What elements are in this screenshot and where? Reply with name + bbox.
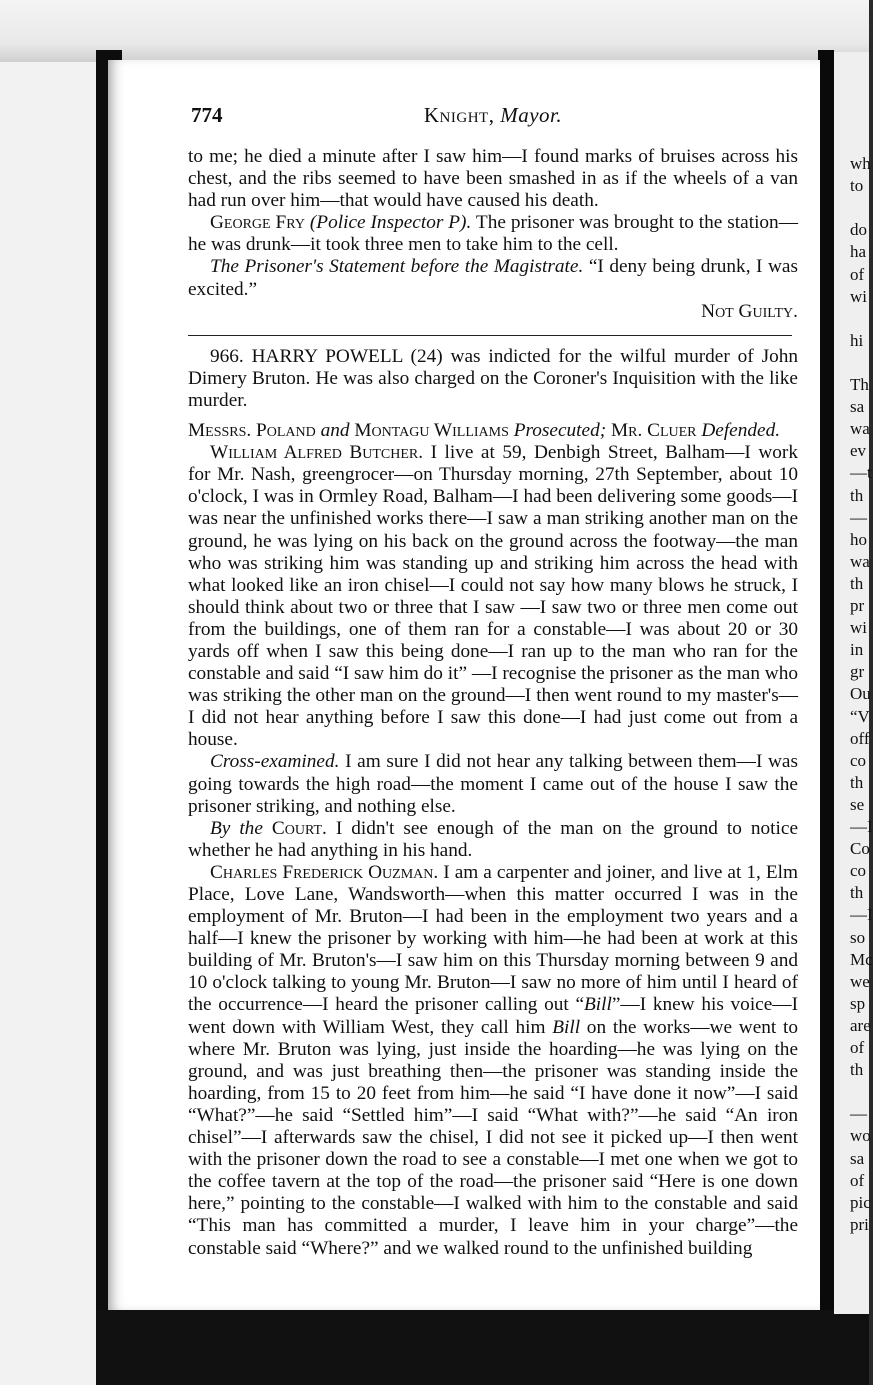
facing-page-fragment: th <box>850 883 864 903</box>
running-head: Knight, Mayor. <box>423 103 563 127</box>
witness-role: (Police Inspector P). <box>309 212 472 234</box>
scan-bottom-band <box>96 1310 869 1385</box>
facing-page-fragment: — <box>850 1104 867 1124</box>
verdict-line <box>188 301 798 323</box>
facing-page-fragment: —t <box>850 463 872 483</box>
testimony-text: ”—I knew his voice—I went down with William West, they call him <box>188 994 798 1038</box>
facing-page-fragment: wa <box>850 419 870 439</box>
facing-page-fragment: co <box>850 750 867 770</box>
facing-page-fragment: do <box>850 220 867 240</box>
prisoner-statement <box>188 256 798 300</box>
facing-page-fragment: Ou <box>850 684 871 704</box>
facing-page-fragment: to <box>850 176 864 196</box>
page-text-column <box>188 100 798 1260</box>
facing-page-fragment: so <box>850 927 866 947</box>
nickname: Bill <box>552 1016 581 1038</box>
facing-page-fragment: pr <box>850 596 865 615</box>
facing-page-fragment: th <box>850 485 864 505</box>
nickname: Bill <box>584 994 612 1016</box>
facing-page-fragment: Mc <box>850 949 873 969</box>
witness-ouzman-paragraph <box>188 862 798 1260</box>
continuation-paragraph: to me; he died a minute after I saw him—I found marks of bruises across his chest, and the ribs seemed to have been smashed in as if the wheels of a van had run over him—that would have caused his death. <box>188 146 798 212</box>
court-question-paragraph <box>188 818 798 862</box>
facing-page-fragment: ho <box>850 529 867 549</box>
facing-page-fragment: wa <box>850 551 870 571</box>
running-head-name: Knight <box>423 103 489 127</box>
witness-name: William Alfred Butcher. <box>210 442 424 464</box>
facing-page-fragment: wo <box>850 1126 871 1146</box>
court-label-by: By the <box>210 817 263 839</box>
facing-page-fragment: pic <box>850 1192 871 1212</box>
statement-label: The Prisoner's Statement before the Magistrate. <box>210 256 584 278</box>
facing-page-fragment: co <box>850 861 867 881</box>
facing-page-fragment: hi <box>850 330 864 350</box>
facing-page-fragment: th <box>850 1060 864 1080</box>
counsel-cluer: Mr. Cluer <box>606 420 697 442</box>
testimony-text: on the works—we went to where Mr. Bruton was lying, just inside the hoarding—he was lying on the ground, and was just breathing then—the prisoner was standing inside the hoarding, from 15 to 20 feet from him—he said “I have done it now”—I said “What?”—he said “Settled him”—I said “What with?”—he said “An iron chisel”—I afterwards saw the chisel, I did not see it picked up—I then went with the prisoner down the road to see a constable—I met one when we got to the coffee tavern at the top of the road—the prisoner said “Here is one down here,” pointing to the constable—I walked with him to the constable and said “This man has committed a murder, I leave him in your charge”—the constable said “Where?” and we walked round to the unfinished building <box>188 1016 798 1259</box>
facing-page-fragment: —I <box>850 905 873 925</box>
section-divider <box>188 335 792 336</box>
testimony-text: I didn't see enough of the man on the ground to notice whether he had anything in his hand. <box>188 817 799 861</box>
facing-page-fragment: gr <box>850 662 865 682</box>
facing-page-fragment: wh <box>850 154 871 173</box>
page-header <box>188 100 798 130</box>
cross-examination-paragraph <box>188 751 798 817</box>
facing-page-fragment: se <box>850 794 865 814</box>
testimony-text: I live at 59, Denbigh Street, Balham—I work for Mr. Nash, greengrocer—on Thursday morning, 27th September, about 10 o'clock, I was in Ormley Road, Balham—I had been delivering some goods—I was near the unfinished works there—I saw a man striking another man on the ground, he was lying on his back on the ground across the footway—the man who was striking him was standing up and striking him across the head with what looked like an iron chisel—I could not say how many blows he struck, I should think about two or three that I saw —I saw two or three men come out from the buildings, one of them ran for a constable—I was about 20 or 30 yards off when I saw this being done—I ran up to the man who ran for the constable and said “I saw him do it” —I recognise the prisoner as the man who was striking the other man on the ground—I then went round to my master's—I did not hear anything before I saw this done—I had just come out from a house. <box>188 442 798 751</box>
witness-butcher-paragraph <box>188 442 798 751</box>
counsel-line <box>188 420 798 442</box>
facing-page-fragment: off <box>850 728 870 748</box>
scan-top-margin <box>0 0 869 62</box>
facing-page-fragment: ev <box>850 441 867 461</box>
court-label: Court. <box>262 817 327 839</box>
verdict: Not Guilty. <box>701 300 798 322</box>
facing-page-fragment: pri <box>850 1214 869 1234</box>
witness-name: George Fry <box>210 212 305 234</box>
facing-page-fragment: ha <box>850 242 867 262</box>
running-head-title: Mayor. <box>500 103 563 127</box>
facing-page-fragment: are <box>850 1015 871 1035</box>
scan-left-margin <box>0 62 100 1385</box>
facing-page-fragment: sa <box>850 397 865 417</box>
counsel-defended: Defended. <box>696 420 781 442</box>
facing-page-fragment: —I <box>850 817 873 836</box>
facing-page-fragment: “V <box>850 706 870 726</box>
witness-fry-paragraph <box>188 212 798 256</box>
counsel-and: and <box>315 420 355 442</box>
facing-page-fragment: of <box>850 1170 865 1190</box>
cross-label: Cross-examined. <box>210 751 340 773</box>
page-number: 774 <box>191 103 223 127</box>
facing-page-fragment: th <box>850 772 864 792</box>
facing-page-fragment: Co <box>850 839 870 859</box>
facing-page-fragment: wi <box>850 286 867 306</box>
facing-page-fragment: of <box>850 264 865 284</box>
facing-page-fragment: sa <box>850 1148 865 1168</box>
case-heading: 966. HARRY POWELL (24) was indicted for the wilful murder of John Dimery Bruton. He was also charged on the Coroner's Inquisition with the like murder. <box>188 345 798 411</box>
facing-page-fragment: th <box>850 573 864 593</box>
facing-page-fragment: — <box>850 507 867 527</box>
counsel-prosecuted: Prosecuted; <box>508 420 607 442</box>
facing-page-fragment: sp <box>850 993 866 1013</box>
statement-text: “I deny being drunk, I was excited.” <box>188 256 798 300</box>
facing-page-fragment: Th <box>850 375 869 394</box>
testimony-text: The prisoner was brought to the station—he was drunk—it took three men to take him to the cell. <box>188 212 798 256</box>
book-gutter <box>818 50 834 1315</box>
facing-page-fragment: wi <box>850 618 867 638</box>
witness-name: Charles Frederick Ouzman. <box>210 861 439 883</box>
counsel-messrs: Messrs. Poland <box>188 420 316 442</box>
facing-page-fragment: in <box>850 640 864 660</box>
facing-page-fragment: we <box>850 971 870 991</box>
facing-page-edge <box>834 52 873 1314</box>
counsel-williams: Montagu Williams <box>354 420 509 442</box>
testimony-text: I am a carpenter and joiner, and live at 1, Elm Place, Love Lane, Wandsworth—when this matter occurred I was in the employment of Mr. Bruton—I had been in the employment two years and a half—I knew the prisoner by working with him—he had been at work at this building of Mr. Bruton's—I saw him on this Thursday morning between 9 and 10 o'clock talking to young Mr. Bruton—I saw no more of him until I heard of the occurrence—I heard the prisoner calling out “ <box>188 861 799 1016</box>
testimony-text: I am sure I did not hear any talking between them—I was going towards the high road—the moment I came out of the house I saw the prisoner striking, and nothing else. <box>188 751 798 817</box>
facing-page-fragment: of <box>850 1038 865 1057</box>
